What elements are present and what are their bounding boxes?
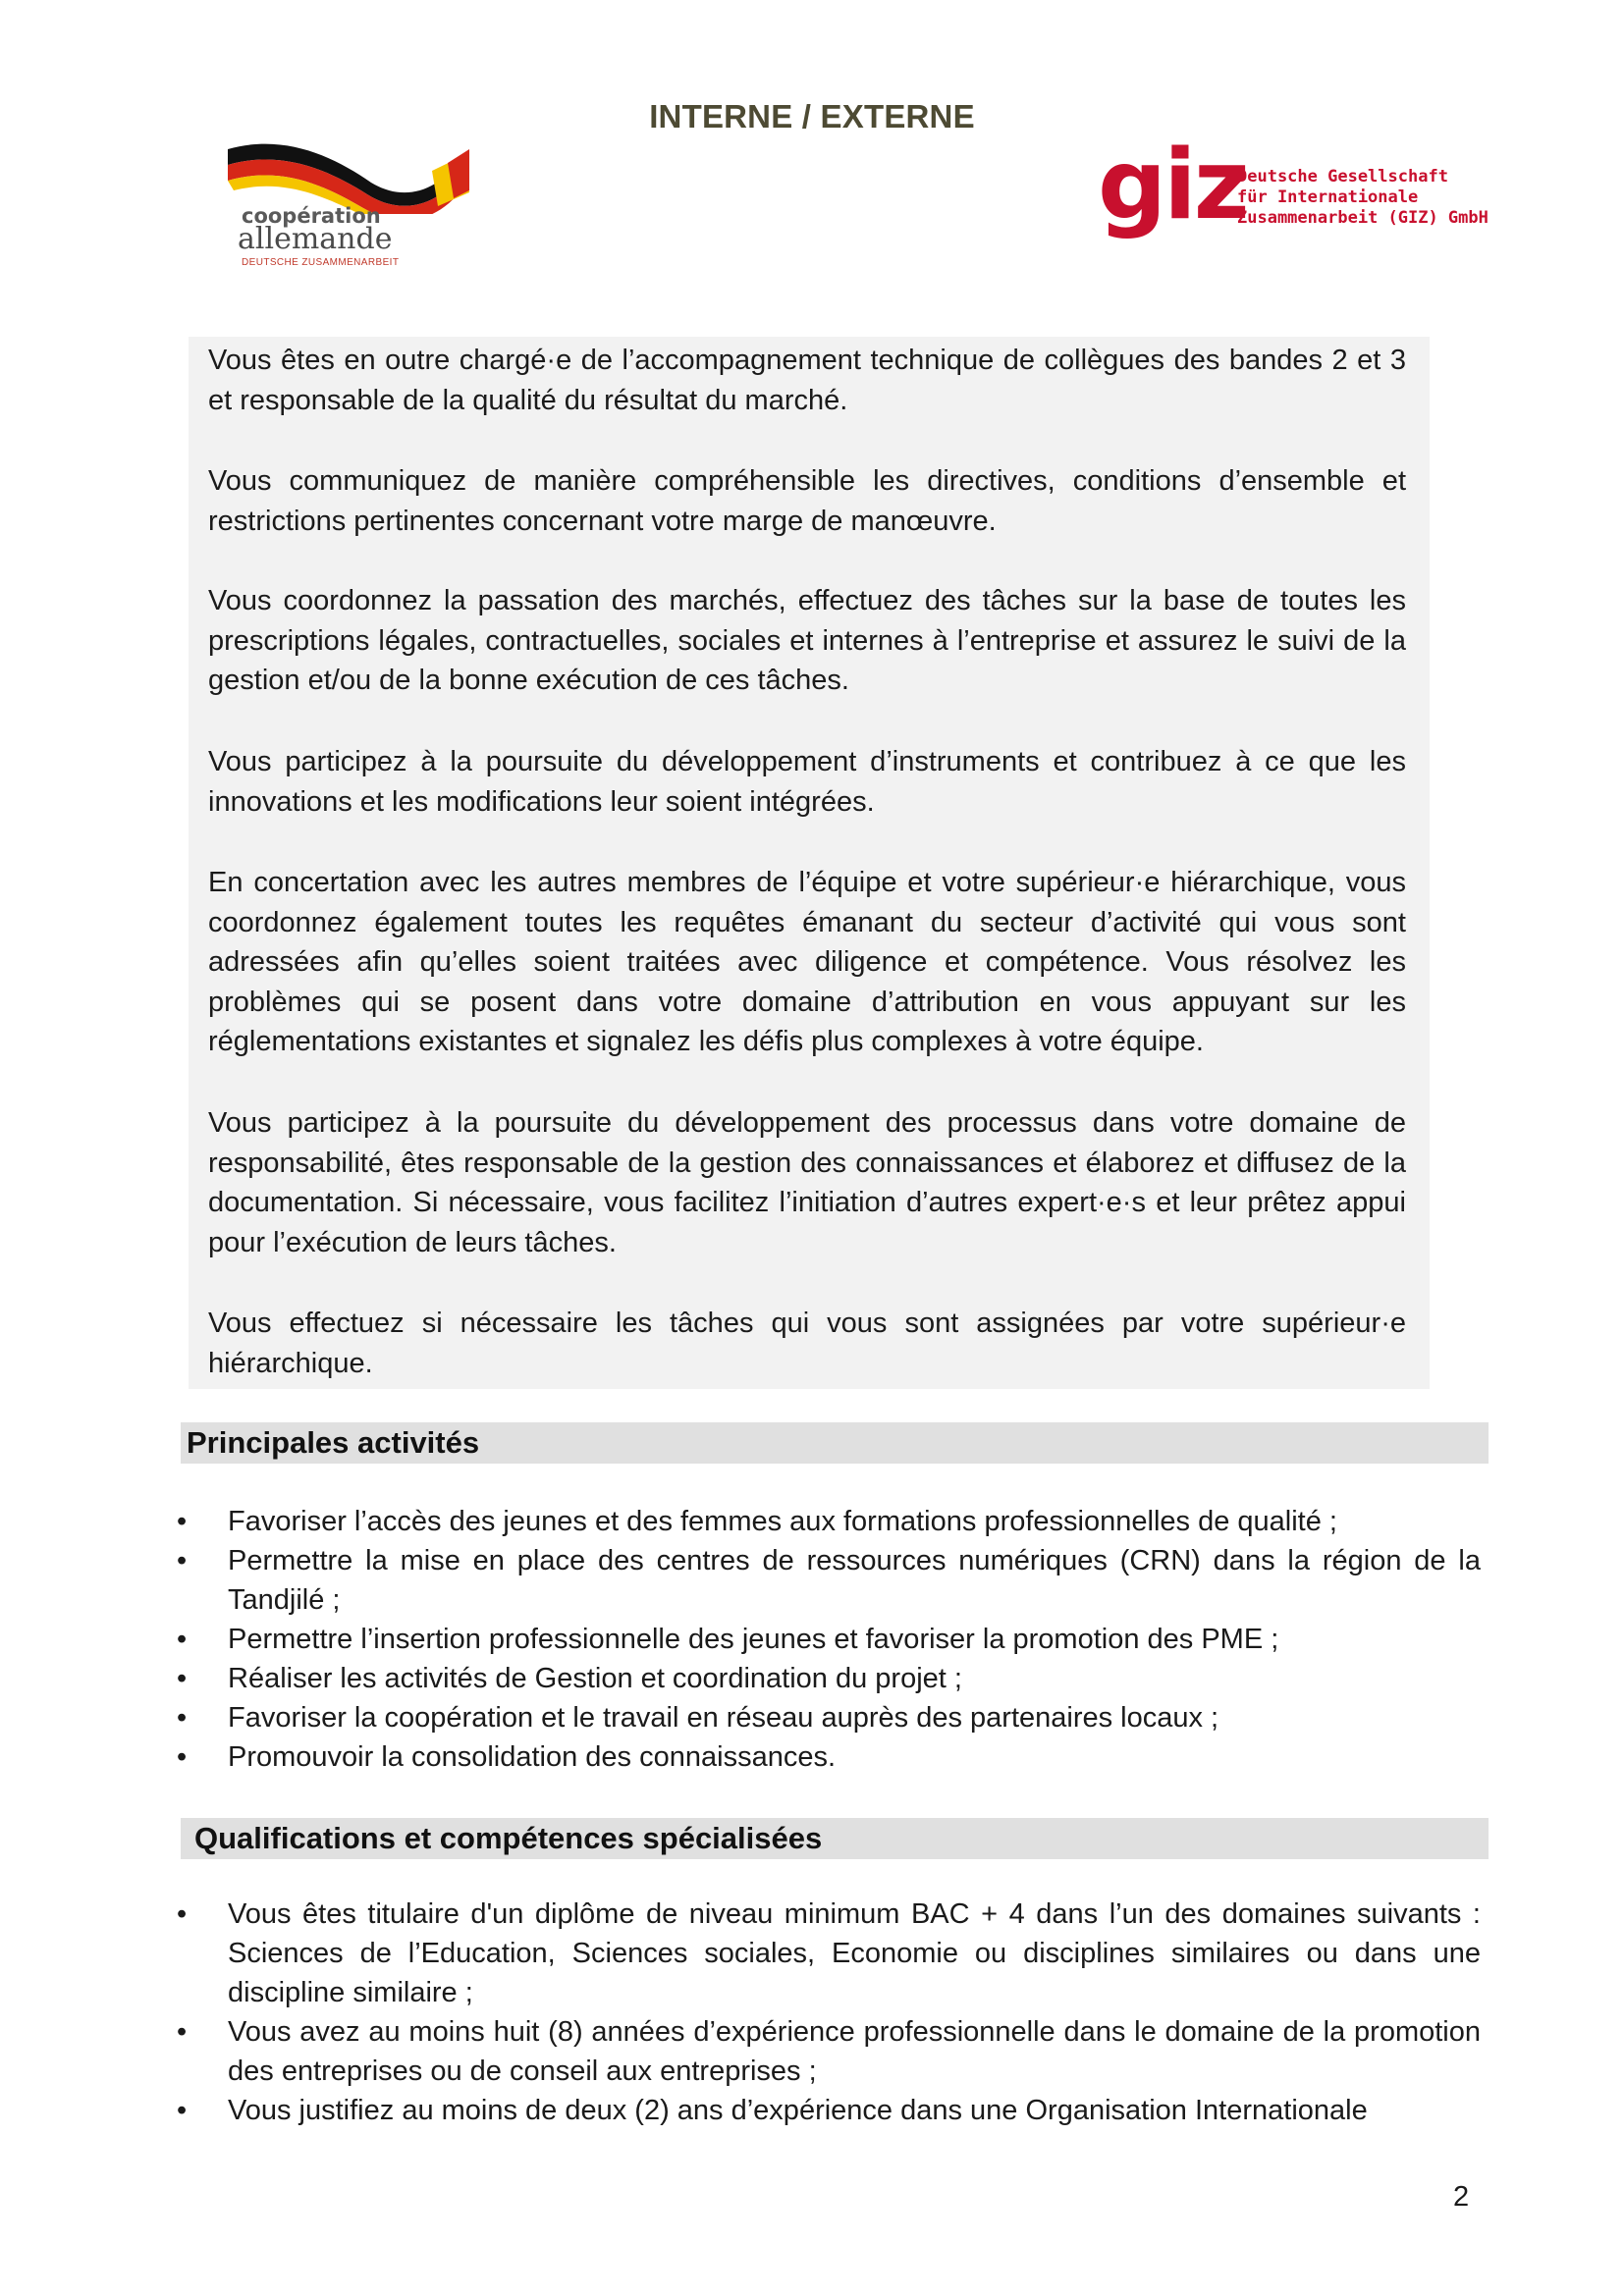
bullet-icon: •	[177, 1898, 188, 1930]
list-item: • Favoriser l’accès des jeunes et des femmes aux formations professionnelles de qualité ;	[0, 1502, 1481, 1541]
list-item: • Permettre la mise en place des centres de ressources numériques (CRN) dans la région de la Tandjilé ;	[0, 1541, 1481, 1620]
section-heading-activities	[181, 1422, 1489, 1464]
section-heading-activities-text: Principales activités	[187, 1425, 480, 1460]
giz-logo	[1098, 130, 1490, 255]
giz-text-line3: Zusammenarbeit (GIZ) GmbH	[1237, 208, 1489, 228]
list-item: • Réaliser les activités de Gestion et coordination du projet ;	[0, 1659, 1481, 1698]
list-item: • Permettre l’insertion professionnelle des jeunes et favoriser la promotion des PME ;	[0, 1620, 1481, 1659]
intro-paragraph-4: Vous participez à la poursuite du développement d’instruments et contribuez à ce que les innovations et les modifications leur soient intégrées.	[208, 746, 1406, 818]
list-item: • Promouvoir la consolidation des connaissances.	[0, 1737, 1481, 1777]
giz-wordmark: giz	[1098, 130, 1247, 241]
bullet-icon: •	[177, 1506, 188, 1537]
logo-text-cooperation: coopération	[242, 204, 381, 228]
list-item: • Vous êtes titulaire d'un diplôme de niveau minimum BAC + 4 dans l’un des domaines suivants : Sciences de l’Education, Sciences sociales, Economie ou disciplines similaires ou dans une discipline similaire ;	[0, 1895, 1481, 2012]
document-header-title: INTERNE / EXTERNE	[649, 98, 975, 134]
intro-paragraph-2: Vous communiquez de manière compréhensible les directives, conditions d’ensemble et restrictions pertinentes concernant votre marge de manœuvre.	[208, 465, 1406, 537]
activities-list	[0, 1502, 1481, 1777]
giz-text-line2: für Internationale	[1237, 187, 1419, 207]
giz-full-name	[1237, 167, 1489, 229]
bullet-icon: •	[177, 2016, 188, 2048]
intro-paragraph-7: Vous effectuez si nécessaire les tâches qui vous sont assignées par votre supérieur·e hiérarchique.	[208, 1308, 1406, 1379]
list-item: • Vous avez au moins huit (8) années d’expérience professionnelle dans le domaine de la promotion des entreprises ou de conseil aux entreprises ;	[0, 2012, 1481, 2091]
bullet-icon: •	[177, 1663, 188, 1694]
qualifications-list	[0, 1895, 1481, 2130]
bullet-icon: •	[177, 1624, 188, 1655]
logo-text-allemande: allemande	[238, 222, 393, 256]
giz-text-line1: Deutsche Gesellschaft	[1237, 167, 1448, 187]
logo-text-deutsche-zusammenarbeit: DEUTSCHE ZUSAMMENARBEIT	[242, 257, 400, 268]
section-heading-qualifications	[181, 1818, 1489, 1859]
intro-paragraph-5: En concertation avec les autres membres de l’équipe et votre supérieur·e hiérarchique, vous coordonnez également toutes les requêtes émanant du secteur d’activité qui vous sont adressées afin qu’elles soient traitées avec diligence et compétence. Vous résolvez les problèmes qui se posent dans votre domaine d’attribution en vous appuyant sur les réglementations existantes et signalez les défis plus complexes à votre équipe.	[208, 867, 1406, 1058]
bullet-icon: •	[177, 1545, 188, 1576]
bullet-icon: •	[177, 1702, 188, 1734]
list-item: • Vous justifiez au moins de deux (2) ans d’expérience dans une Organisation Internationale	[0, 2091, 1481, 2130]
cooperation-allemande-logo	[224, 135, 469, 273]
intro-paragraph-1: Vous êtes en outre chargé·e de l’accompagnement technique de collègues des bandes 2 et 3 et responsable de la qualité du résultat du marché.	[208, 345, 1406, 416]
bullet-icon: •	[177, 1741, 188, 1773]
intro-paragraph-6: Vous participez à la poursuite du développement des processus dans votre domaine de responsabilité, êtes responsable de la gestion des connaissances et élaborez et diffusez de la documentation. Si nécessaire, vous facilitez l’initiation d’autres expert·e·s et leur prêtez appui pour l’exécution de leurs tâches.	[208, 1107, 1406, 1258]
intro-paragraph-3: Vous coordonnez la passation des marchés, effectuez des tâches sur la base de toutes les prescriptions légales, contractuelles, sociales et internes à l’entreprise et assurez le suivi de la gestion et/ou de la bonne exécution de ces tâches.	[208, 585, 1406, 697]
bullet-icon: •	[177, 2095, 188, 2126]
list-item: • Favoriser la coopération et le travail en réseau auprès des partenaires locaux ;	[0, 1698, 1481, 1737]
german-flag-ribbon-icon	[224, 135, 469, 214]
page-number: 2	[1453, 2181, 1470, 2213]
section-heading-qualifications-text: Qualifications et compétences spécialisées	[194, 1821, 823, 1855]
